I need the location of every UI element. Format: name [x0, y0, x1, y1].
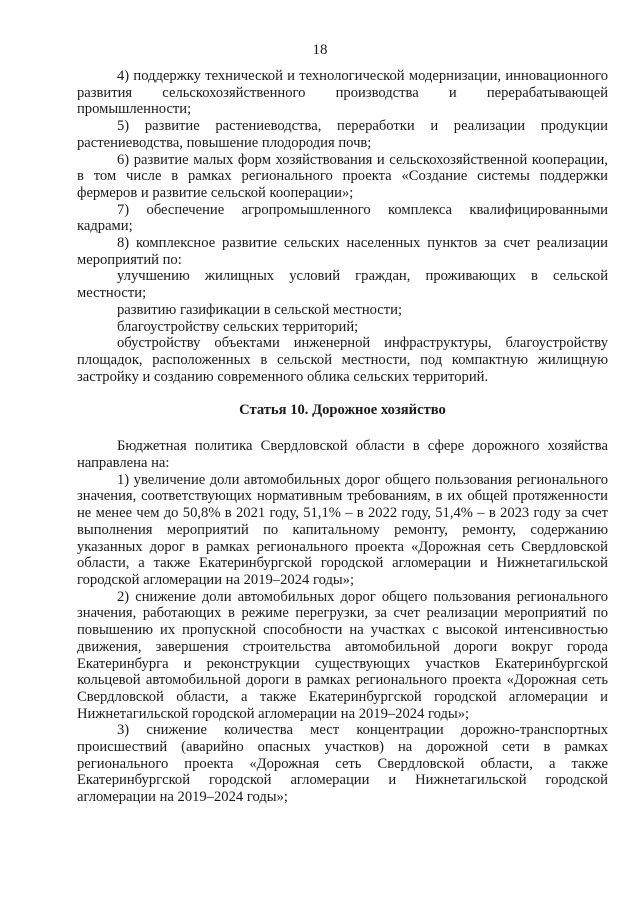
article-heading: Статья 10. Дорожное хозяйство [239, 402, 446, 419]
document-body [77, 68, 608, 806]
article-item-1: 1) увеличение доли автомобильных дорог общего пользования регионального значения, соответствующих нормативным требованиям, в их общей протяженности не менее чем до 50,8% в 2021 году, 51,1% – в 2022 году, 51,4% – в 2023 году за счет выполнения мероприятий по капитальному ремонту, ремонту, содержанию указанных дорог в рамках регионального проекта «Дорожная сеть Свердловской области, а также Екатеринбургской городской агломерации и Нижнетагильской городской агломерации на 2019–2024 годы»; [77, 471, 608, 588]
article-item-3: 3) снижение количества мест концентрации дорожно-транспортных происшествий (аварийно опасных участков) на дорожной сети в рамках регионального проекта «Дорожная сеть Свердловской области, а также Екатеринбургской городской агломерации и Нижнетагильской городской агломерации на 2019–2024 годы»; [77, 722, 608, 806]
list-item-7: 7) обеспечение агропромышленного комплекса квалифицированными кадрами; [77, 201, 608, 235]
list-item-8: 8) комплексное развитие сельских населенных пунктов за счет реализации мероприятий по: [77, 235, 608, 268]
sub-item-housing: улучшению жилищных условий граждан, проживающих в сельской местности; [77, 268, 608, 302]
sub-item-gasification: развитию газификации в сельской местности; [117, 301, 403, 318]
article-10-body [77, 438, 608, 805]
list-item-4: 4) поддержку технической и технологической модернизации, инновационного развития сельскохозяйственного производства и перерабатывающей промышленности; [77, 68, 608, 118]
sub-item-improvement: благоустройству сельских территорий; [117, 318, 359, 335]
page-number: 18 [312, 42, 328, 58]
list-item-5: 5) развитие растениеводства, переработки и реализации продукции растениеводства, повышение плодородия почв; [77, 118, 608, 151]
article-intro: Бюджетная политика Свердловской области в сфере дорожного хозяйства направлена на: [77, 438, 608, 472]
sub-item-infrastructure: обустройству объектами инженерной инфраструктуры, благоустройству площадок, расположенных в сельской местности, под компактную жилищную застройку и созданию современного облика сельских территорий. [77, 335, 608, 385]
agriculture-list [77, 68, 608, 385]
list-item-6: 6) развитие малых форм хозяйствования и сельскохозяйственной кооперации, в том числе в рамках регионального проекта «Создание системы поддержки фермеров и развитие сельской кооперации»; [77, 151, 608, 201]
article-item-2: 2) снижение доли автомобильных дорог общего пользования регионального значения, работающих в режиме перегрузки, за счет реализации мероприятий по повышению их пропускной способности на участках с высокой интенсивностью движения, завершения строительства автомобильной дороги вокруг города Екатеринбурга и реконструкции существующих участков Екатеринбургской кольцевой автомобильной дороги в рамках регионального проекта «Дорожная сеть Свердловской области, а также Екатеринбургской городской агломерации и Нижнетагильской городской агломерации на 2019–2024 годы»; [77, 588, 608, 722]
